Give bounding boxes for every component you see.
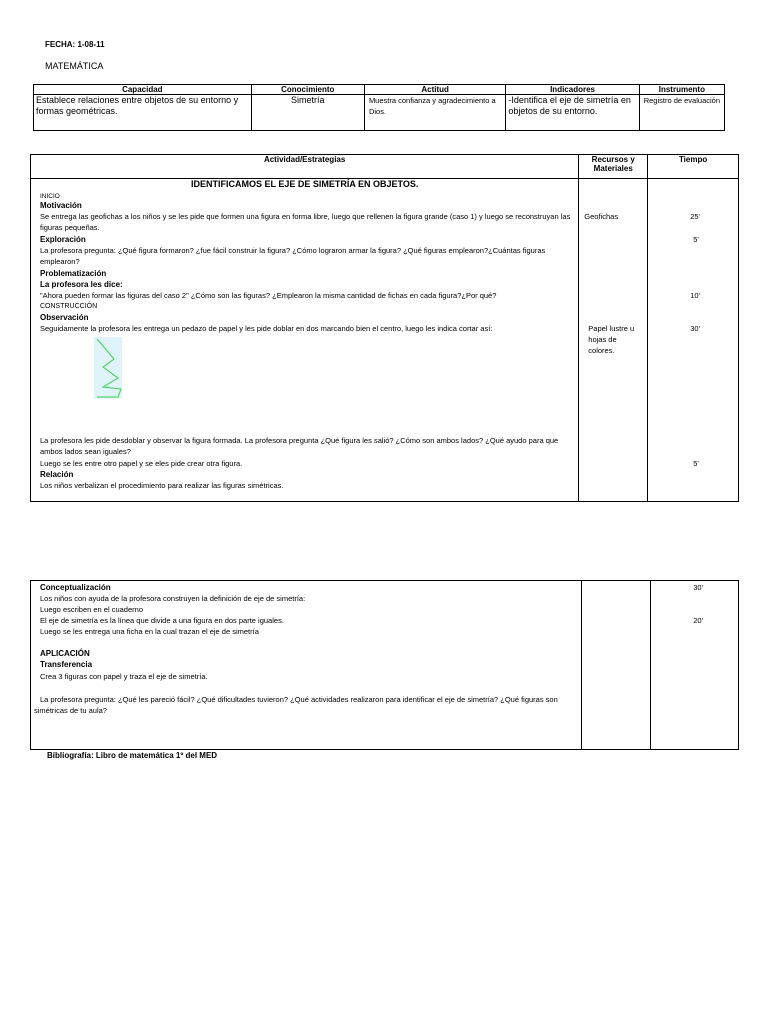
folded-paper-cut-figure [94,337,122,399]
header-instrumento: Instrumento [639,85,724,95]
text-observacion: Seguidamente la profesora les entrega un pedazo de papel y les pide doblar en dos marcando bien el centro, luego les indica cortar así: [40,324,493,333]
time-ficha: 20' [693,616,704,625]
text-problematizacion: "Ahora pueden formar las figuras del caso 2" ¿Cómo son las figuras? ¿Emplearon la misma cantidad de fichas en cada figura?¿Por qué? [40,291,497,300]
resources-column [579,179,648,502]
text-transferencia: Crea 3 figuras con papel y traza el eje de simetría. [40,672,208,681]
time-exploracion: 5' [693,235,699,244]
date-label: FECHA: 1-08-11 [45,40,105,49]
concept-line-4: Luego se les entrega una ficha en la cual trazan el eje de simetría [40,627,259,636]
cell-actitud: Muestra confianza y agradecimiento a Dios. [364,95,505,131]
text-otro-papel: Luego se les entre otro papel y se eles pide crear otra figura. [40,459,243,468]
heading-relacion: Relación [40,470,74,479]
concept-time-column [651,581,739,750]
header-actitud: Actitud [364,85,505,95]
heading-exploracion: Exploración [40,235,86,244]
heading-transferencia: Transferencia [40,660,93,669]
cell-capacidad: Establece relaciones entre objetos de su entorno y formas geométricas. [34,95,252,131]
time-relacion: 5' [693,459,699,468]
time-observacion: 30' [690,324,700,333]
time-conceptualizacion: 30' [693,583,704,592]
header-recursos: Recursos y Materiales [579,155,648,179]
activity-content [31,179,579,502]
heading-conceptualizacion: Conceptualización [40,583,111,592]
cell-indicadores: -Identifica el eje de simetría en objetos de su entorno. [506,95,639,131]
time-column [648,179,739,502]
section-aplicacion: APLICACIÓN [40,649,90,658]
lesson-title: IDENTIFICAMOS EL EJE DE SIMETRÍA EN OBJETOS. [191,179,419,189]
concept-line-2: Luego escriben en el cuaderno [40,605,143,614]
resource-papel: Papel lustre u hojas de colores. [588,324,635,355]
problem-subheading: La profesora les dice: [40,280,123,289]
text-exploracion: La profesora pregunta: ¿Qué figura formaron? ¿fue fácil construir la figura? ¿Cómo lograron armar la figura? ¿Qué figuras emplearon?¿Cuántas figuras emplearon? [40,246,546,266]
header-actividad: Actividad/Estrategias [31,155,579,179]
cell-instrumento: Registro de evaluación [639,95,724,131]
concept-resources-column [581,581,651,750]
concept-content [31,581,582,750]
concept-line-1: Los niños con ayuda de la profesora construyen la definición de eje de simetría: [40,594,306,603]
section-construccion: CONSTRUCCIÓN [40,303,98,310]
capacities-table [33,84,725,131]
header-indicadores: Indicadores [506,85,639,95]
text-desdoblar: La profesora les pide desdoblar y observar la figura formada. La profesora pregunta ¿Qué figura les salió? ¿Cómo son ambos lados? ¿Qué ayudo para que ambos lados sean iguales? [40,436,559,456]
time-problematizacion: 10' [690,291,700,300]
cell-conocimiento: Simetría [251,95,364,131]
heading-motivacion: Motivación [40,201,82,210]
header-capacidad: Capacidad [34,85,252,95]
heading-observacion: Observación [40,313,89,322]
subject-label: MATEMÁTICA [45,61,104,71]
text-pregunta-final: La profesora pregunta: ¿Qué les pareció fácil? ¿Qué dificultades tuvieron? ¿Qué actividades realizaron para identificar el eje de simetría? ¿Qué figuras son simétricas de tu aula? [34,695,558,715]
resource-geofichas: Geofichas [584,212,619,221]
text-relacion: Los niños verbalizan el procedimiento para realizar las figuras simétricas. [40,481,284,490]
heading-problematizacion: Problematización [40,269,107,278]
time-motivacion: 25' [690,212,700,221]
header-tiempo: Tiempo [648,155,739,179]
concept-line-3: El eje de simetría es la línea que divide a una figura en dos parte iguales. [40,616,284,625]
activities-table [30,154,739,502]
bibliography: Bibliografía: Libro de matemática 1º del MED [47,751,218,760]
text-motivacion: Se entrega las geofichas a los niños y se les pide que formen una figura en forma libre, luego que rellenen la figura grande (caso 1) y luego se reconstruyan las figuras pequeñas. [40,212,571,232]
section-inicio: INICIO [40,193,60,200]
conceptualization-table [30,580,739,750]
header-conocimiento: Conocimiento [251,85,364,95]
